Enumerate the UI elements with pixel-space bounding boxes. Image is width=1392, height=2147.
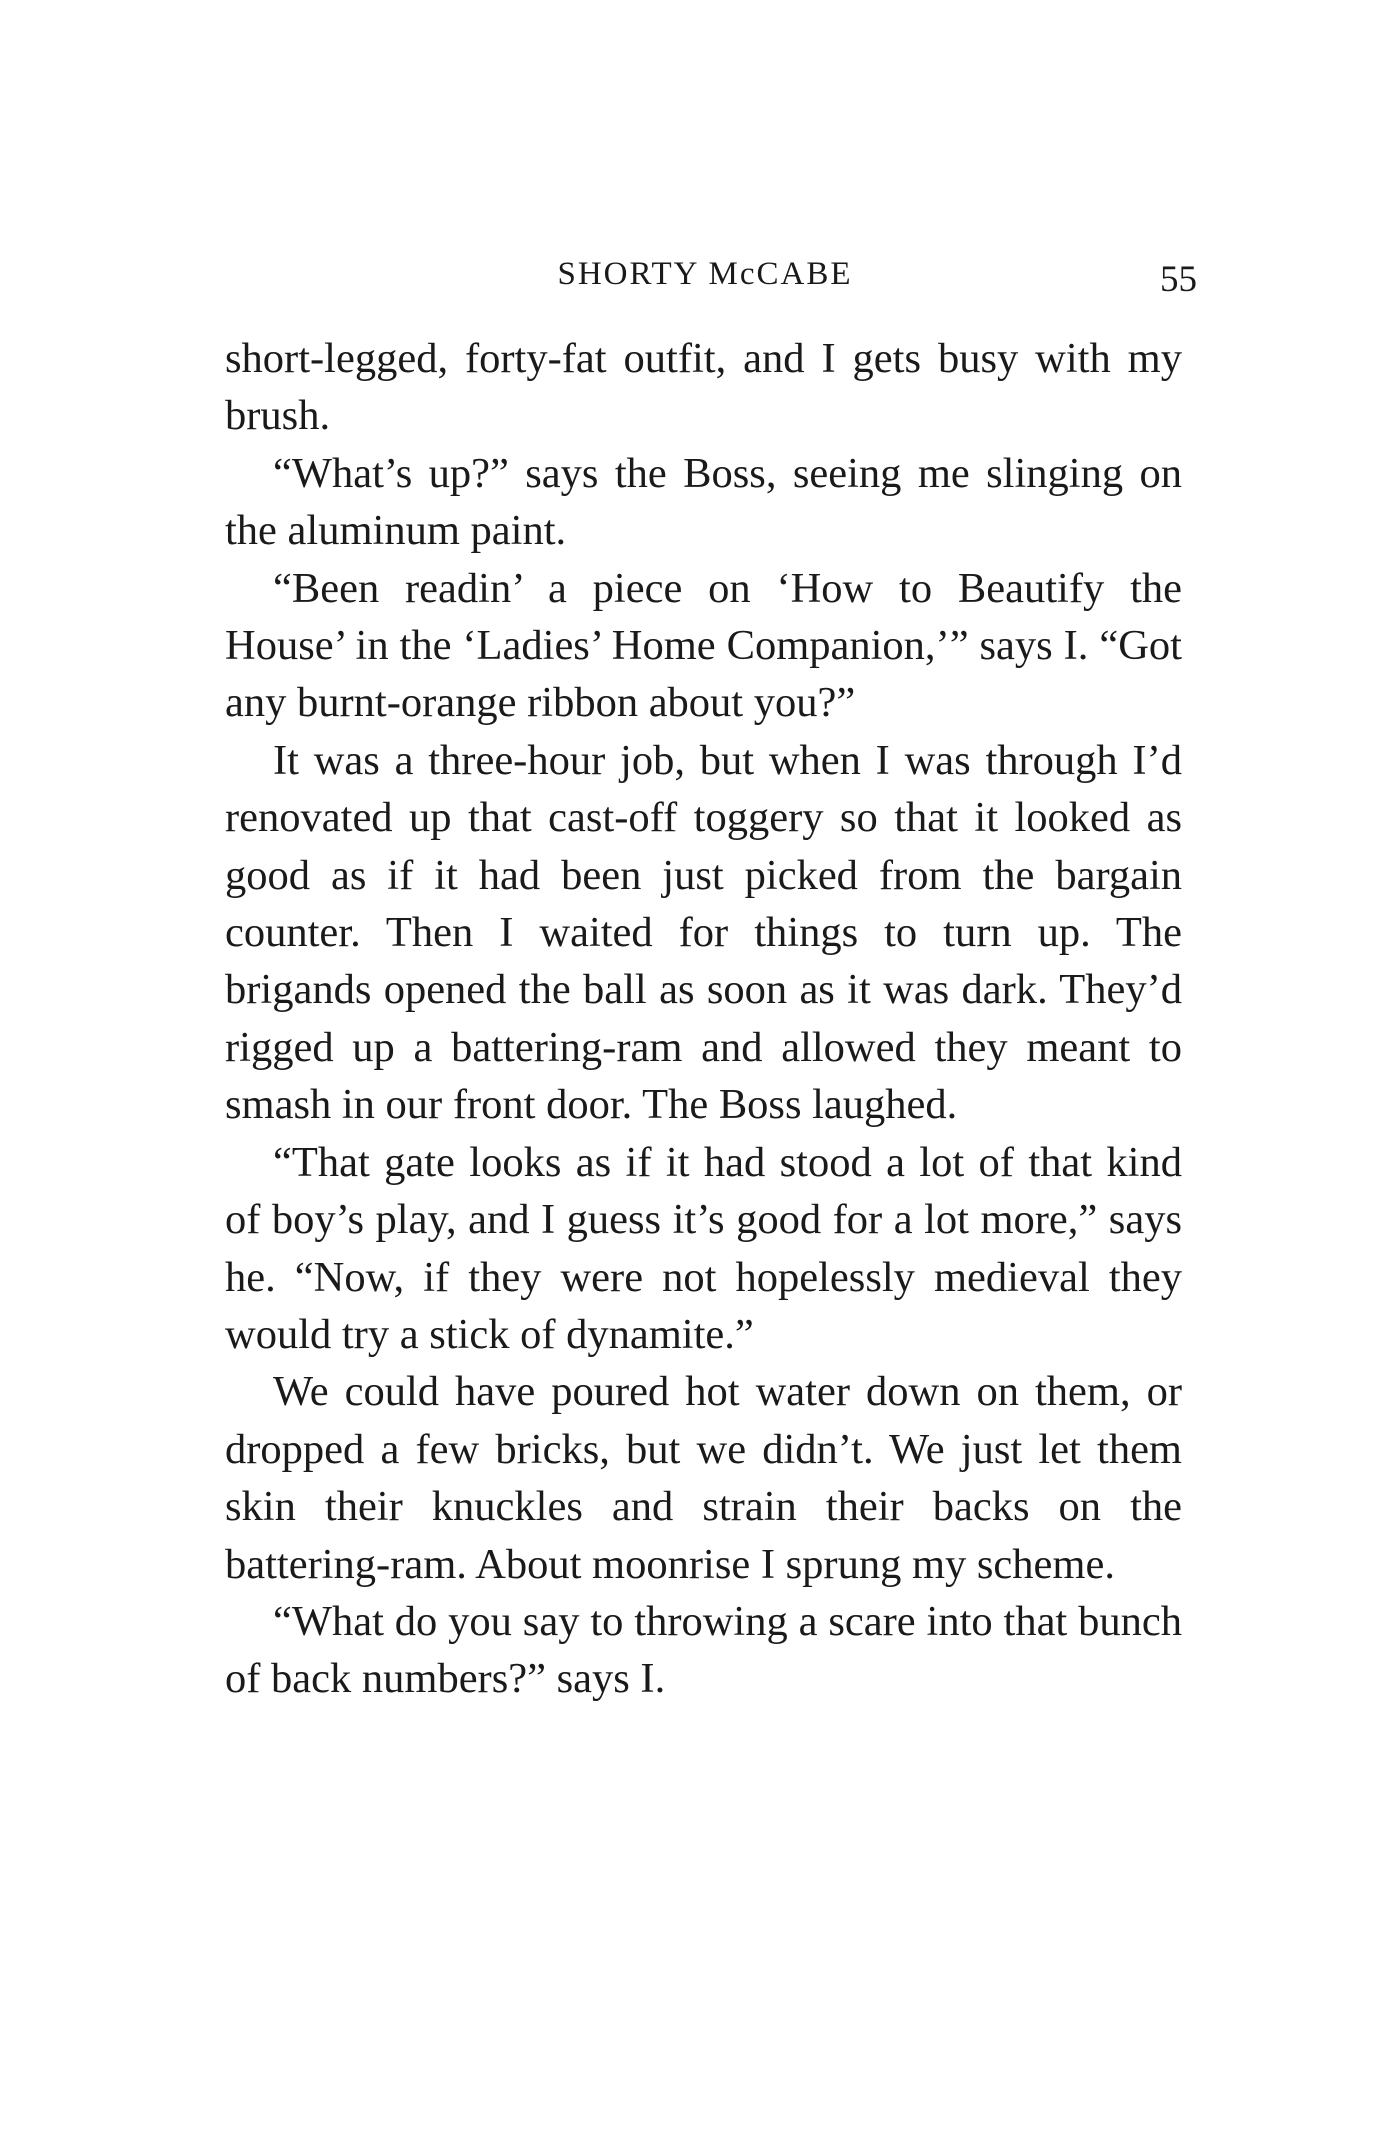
paragraph-3: “Been readin’ a piece on ‘How to Beautify the House’ in the ‘Ladies’ Home Companion,’” says I. “Got any burnt-orange ribbon about you?”	[225, 564, 1182, 727]
running-title: SHORTY McCABE	[557, 256, 853, 292]
body-text	[225, 330, 1182, 1708]
paragraph-2: “What’s up?” says the Boss, seeing me slinging on the aluminum paint.	[225, 449, 1182, 555]
paragraph-7: “What do you say to throwing a scare into that bunch of back numbers?” says I.	[225, 1597, 1182, 1703]
running-head	[225, 244, 1197, 304]
paragraph-1: short-legged, forty-fat outfit, and I gets busy with my brush.	[225, 335, 1182, 440]
paragraph-5: “That gate looks as if it had stood a lot of that kind of boy’s play, and I guess it’s good for a lot more,” says he. “Now, if they were not hopelessly medieval they would try a stick of dynamite.”	[225, 1138, 1182, 1358]
page-number: 55	[1160, 259, 1197, 300]
paragraph-6: We could have poured hot water down on them, or dropped a few bricks, but we didn’t. We just let them skin their knuckles and strain their backs on the battering-ram. About moonrise I sprung my scheme.	[225, 1368, 1182, 1588]
paragraph-4: It was a three-hour job, but when I was through I’d renovated up that cast-off toggery so that it looked as good as if it had been just picked from the bargain counter. Then I waited for things to turn up. The brigands opened the ball as soon as it was dark. They’d rigged up a battering-ram and allowed they meant to smash in our front door. The Boss laughed.	[225, 736, 1182, 1129]
